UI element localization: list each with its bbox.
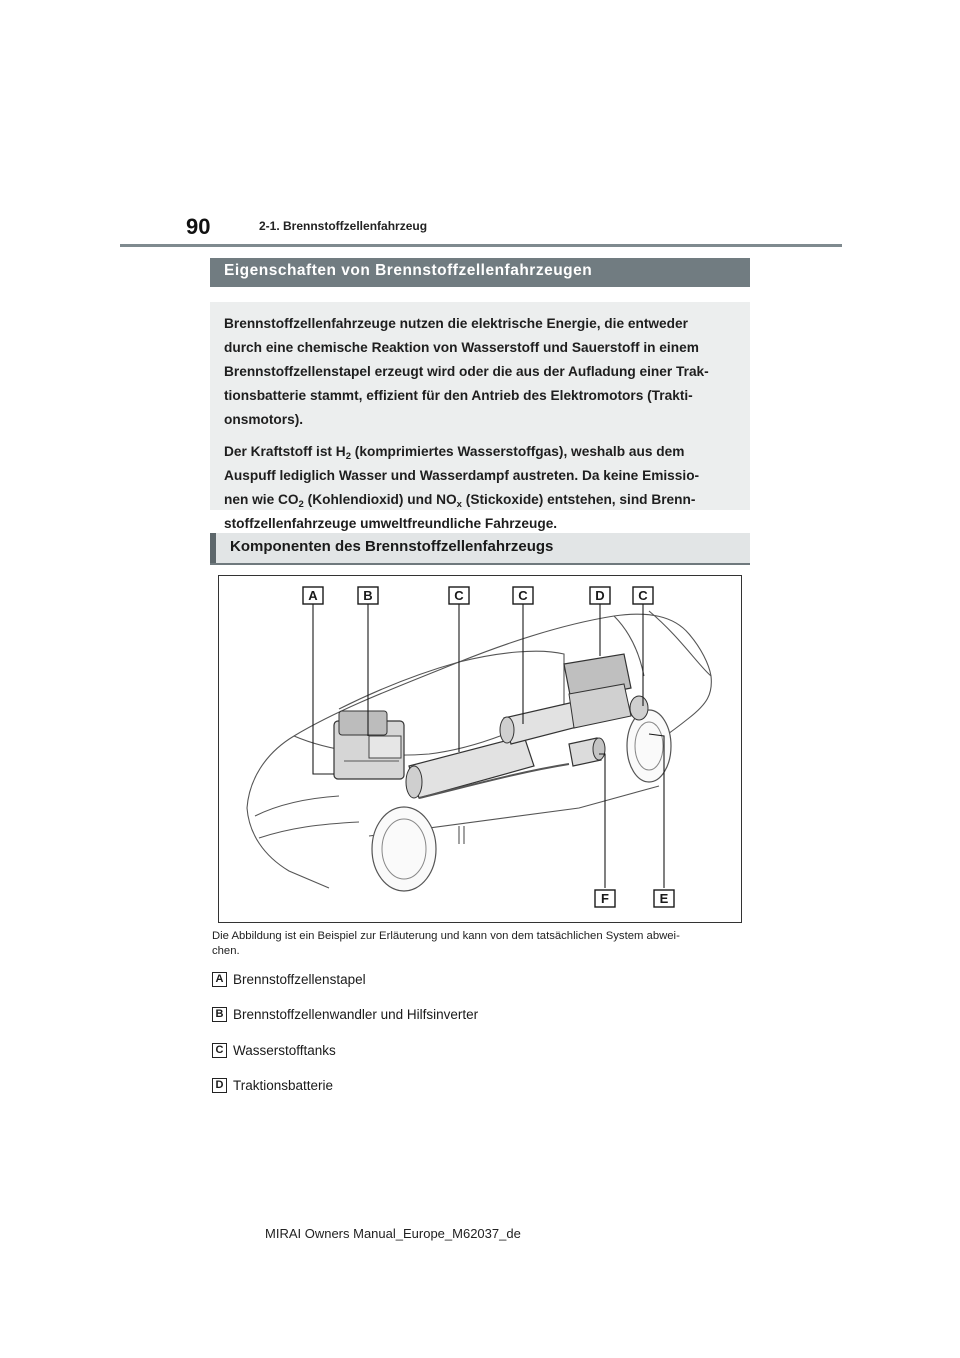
legend-item-B <box>212 1005 478 1023</box>
callout-letter: A <box>308 588 318 603</box>
text-fragment: (Stickoxide) entstehen, sind Brenn- <box>461 492 696 507</box>
subscript: 2 <box>298 499 304 510</box>
legend-item-A <box>212 970 366 988</box>
callout-letter: C <box>454 588 464 603</box>
callout-letter: B <box>363 588 373 603</box>
callout-C <box>513 587 533 604</box>
section-heading: 2-1. Brennstoffzellenfahrzeug <box>259 219 428 233</box>
callout-C <box>633 587 653 604</box>
text-line: tionsbatterie stammt, effizient für den Antrieb des Elektromotors (Trakti- <box>224 388 693 403</box>
callout-B <box>358 587 378 604</box>
header-divider <box>120 244 842 247</box>
callout-letter: E <box>659 891 669 906</box>
text-line: Auspuff lediglich Wasser und Wasserdampf austreten. Da keine Emissio- <box>224 468 700 483</box>
document-footer: MIRAI Owners Manual_Europe_M62037_de <box>265 1226 521 1241</box>
intro-paragraph-2 <box>224 432 738 536</box>
callout-letter: F <box>601 891 609 906</box>
text-line: onsmotors). <box>224 412 304 427</box>
section-title-components: Komponenten des Brennstoffzellenfahrzeugs <box>210 533 750 563</box>
callout-letter: C <box>518 588 528 603</box>
page-number: 90 <box>186 214 211 239</box>
subscript: 2 <box>345 451 351 462</box>
intro-paragraph-1 <box>224 302 738 432</box>
legend-label: Brennstoffzellenstapel <box>233 971 366 987</box>
leader-lines <box>313 604 664 888</box>
legend-label: Wasserstofftanks <box>233 1042 336 1058</box>
legend-item-C <box>212 1041 336 1059</box>
section-title-underline <box>210 563 750 565</box>
callout-letter: C <box>638 588 648 603</box>
legend-label: Brennstoffzellenwandler und Hilfsinverter <box>233 1006 479 1022</box>
legend-letter-box: D <box>212 1078 227 1093</box>
caption-line: chen. <box>212 945 240 957</box>
callout-letter: D <box>595 588 605 603</box>
text-line: Brennstoffzellenfahrzeuge nutzen die elektrische Energie, die entweder <box>224 316 688 331</box>
legend-letter-box: C <box>212 1043 227 1058</box>
text-fragment: nen wie CO <box>224 492 299 507</box>
callout-E <box>654 890 674 907</box>
text-fragment: Der Kraftstoff ist H <box>224 444 346 459</box>
text-line: Brennstoffzellenstapel erzeugt wird oder die aus der Aufladung einer Trak- <box>224 364 709 379</box>
caption-line: Die Abbildung ist ein Beispiel zur Erläuterung und kann von dem tatsächlichen System abwei- <box>212 930 680 942</box>
callout-D <box>590 587 610 604</box>
callout-C <box>449 587 469 604</box>
legend-label: Traktionsbatterie <box>233 1077 334 1093</box>
callout-F <box>595 890 615 907</box>
legend-item-D <box>212 1076 333 1094</box>
legend-letter-box: A <box>212 972 227 987</box>
text-fragment: (Kohlendioxid) und NO <box>303 492 457 507</box>
callout-A <box>303 587 323 604</box>
components-illustration <box>218 575 742 923</box>
text-line: stoffzellenfahrzeuge umweltfreundliche Fahrzeuge. <box>224 516 558 531</box>
text-fragment: (komprimiertes Wasserstoffgas), weshalb aus dem <box>350 444 685 459</box>
callout-layer <box>219 576 741 922</box>
legend-letter-box: B <box>212 1007 227 1022</box>
subscript: x <box>456 499 462 510</box>
section-title-features: Eigenschaften von Brennstoffzellenfahrzeugen <box>210 258 750 287</box>
figure-caption <box>212 929 748 959</box>
text-line: durch eine chemische Reaktion von Wasserstoff und Sauerstoff in einem <box>224 340 699 355</box>
intro-box <box>210 302 750 531</box>
